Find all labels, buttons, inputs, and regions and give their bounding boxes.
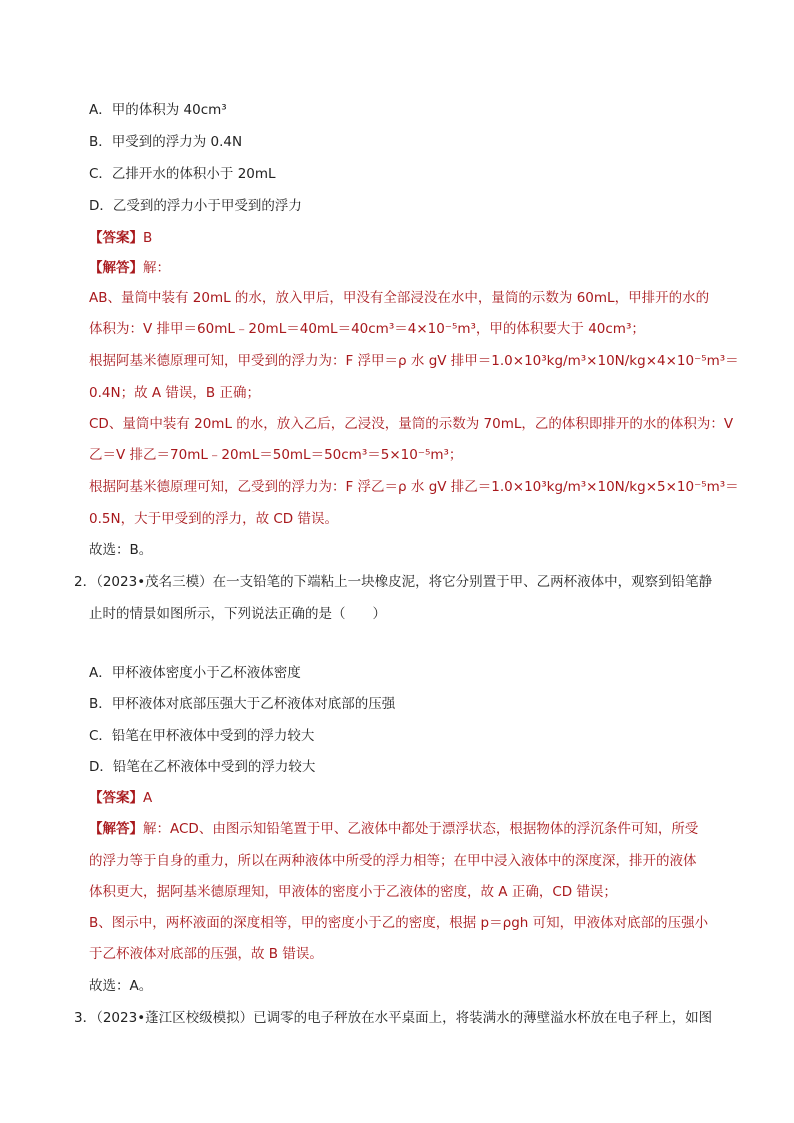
q2-analysis-line: 的浮力等于自身的重力，所以在两种液体中所受的浮力相等；在甲中浸入液体中的深度深，排开的液体: [89, 853, 697, 869]
q2-answer: [89, 789, 152, 807]
analysis-tag: 【解答】: [89, 821, 143, 837]
answer-value: A: [143, 790, 153, 806]
q1-option-a: A．甲的体积为 40cm³: [89, 102, 227, 118]
q1-analysis-line: AB、量筒中装有 20mL 的水，放入甲后，甲没有全部浸没在水中，量筒的示数为 60mL，甲排开的水的: [89, 290, 710, 306]
answer-tag: 【答案】: [89, 230, 143, 246]
q1-analysis-line: CD、量筒中装有 20mL 的水，放入乙后，乙浸没，量筒的示数为 70mL，乙的体积即排开的水的体积为：V: [89, 416, 734, 432]
q2-analysis-line: B、图示中，两杯液面的深度相等，甲的密度小于乙的密度，根据 p＝ρgh 可知，甲液体对底部的压强小: [89, 915, 709, 931]
q1-analysis-line: 乙＝V 排乙＝70mL﹣20mL＝50mL＝50cm³＝5×10⁻⁵m³；: [89, 447, 463, 463]
q1-option-d: D．乙受到的浮力小于甲受到的浮力: [89, 198, 302, 214]
q2-option-d: D．铅笔在乙杯液体中受到的浮力较大: [89, 759, 316, 775]
q2-option-c: C．铅笔在甲杯液体中受到的浮力较大: [89, 728, 315, 744]
q2-option-b: B．甲杯液体对底部压强大于乙杯液体对底部的压强: [89, 696, 396, 712]
q2-conclusion: 故选：A。: [89, 978, 153, 994]
q2-analysis-first: [89, 820, 698, 838]
q1-option-b: B．甲受到的浮力为 0.4N: [89, 134, 243, 150]
q1-analysis-line: 体积为：V 排甲＝60mL﹣20mL＝40mL＝40cm³＝4×10⁻⁵m³，甲的体积要大于 40cm³；: [89, 321, 645, 337]
q2-analysis-line: 于乙杯液体对底部的压强，故 B 错误。: [89, 946, 323, 962]
answer-value: B: [143, 230, 153, 246]
q1-option-c: C．乙排开水的体积小于 20mL: [89, 166, 276, 182]
q1-analysis-line: 根据阿基米德原理可知，乙受到的浮力为：F 浮乙＝ρ 水 gV 排乙＝1.0×10³kg/m³×10N/kg×5×10⁻⁵m³＝: [89, 479, 739, 495]
q2-stem-line: 止时的情景如图所示，下列说法正确的是（ ）: [89, 606, 386, 622]
q1-analysis-line: 0.4N；故 A 错误，B 正确；: [89, 385, 260, 401]
q3-stem-line: 3．（2023•蓬江区校级模拟）已调零的电子秤放在水平桌面上，将装满水的薄壁溢水杯放在电子秤上，如图: [74, 1010, 713, 1026]
q2-stem-line: 2．（2023•茂名三模）在一支铅笔的下端粘上一块橡皮泥，将它分别置于甲、乙两杯液体中，观察到铅笔静: [74, 574, 713, 590]
analysis-lead: 解：: [143, 260, 170, 276]
q2-option-a: A．甲杯液体密度小于乙杯液体密度: [89, 665, 301, 681]
answer-tag: 【答案】: [89, 790, 143, 806]
q1-conclusion: 故选：B。: [89, 542, 153, 558]
analysis-tag: 【解答】: [89, 260, 143, 276]
q1-analysis-line: 0.5N，大于甲受到的浮力，故 CD 错误。: [89, 511, 338, 527]
q1-analysis-header: [89, 259, 170, 277]
q1-analysis-line: 根据阿基米德原理可知，甲受到的浮力为：F 浮甲＝ρ 水 gV 排甲＝1.0×10³kg/m³×10N/kg×4×10⁻⁵m³＝: [89, 353, 739, 369]
analysis-text: 解：ACD、由图示知铅笔置于甲、乙液体中都处于漂浮状态，根据物体的浮沉条件可知，所受: [143, 821, 699, 837]
q2-analysis-line: 体积更大，据阿基米德原理知，甲液体的密度小于乙液体的密度，故 A 正确，CD 错误；: [89, 884, 617, 900]
q1-answer: [89, 229, 152, 247]
